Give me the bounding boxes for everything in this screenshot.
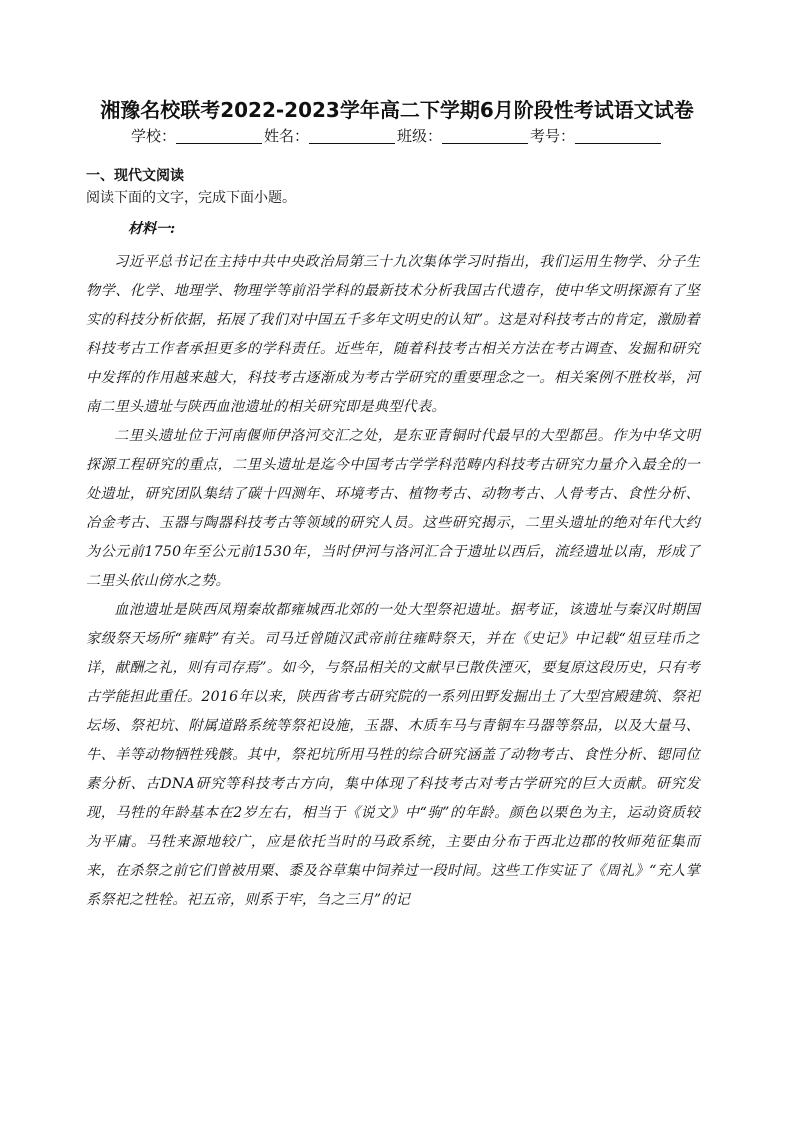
exam-title: 湘豫名校联考2022-2023学年高二下学期6月阶段性考试语文试卷 bbox=[100, 98, 694, 122]
reading-instruction: 阅读下面的文字，完成下面小题。 bbox=[86, 190, 296, 206]
class-blank bbox=[442, 127, 528, 144]
passage-paragraph: 二里头遗址位于河南偃师伊洛河交汇之处，是东亚青铜时代最早的大型都邑。作为中华文明探源工程研究的重点，二里头遗址是迄今中国考古学学科范畴内科技考古研究力量介入最全的一处遗址，研究团队集结了碳十四测年、环境考古、植物考古、动物考古、人骨考古、食性分析、冶金考古、玉器与陶器科技考古等领域的研究人员。这些研究揭示，二里头遗址的绝对年代大约为公元前1750年至公元前1530年，当时伊河与洛河汇合于遗址以西后，流经遗址以南，形成了二里头依山傍水之势。 bbox=[86, 428, 700, 589]
material-label: 材料一: bbox=[128, 221, 176, 237]
name-blank bbox=[309, 127, 395, 144]
passage-paragraph: 习近平总书记在主持中共中央政治局第三十九次集体学习时指出，我们运用生物学、分子生物学、化学、地理学、物理学等前沿学科的最新技术分析我国古代遗存，使中华文明探源有了坚实的科技分析依据，拓展了我们对中国五千多年文明史的认知”。这是对科技考古的肯定，激励着科技考古工作者承担更多的学科责任。近些年，随着科技考古相关方法在考古调查、发掘和研究中发挥的作用越来越大，科技考古逐渐成为考古学研究的重要理念之一。相关案例不胜枚举，河南二里头遗址与陕西血池遗址的相关研究即是典型代表。 bbox=[86, 254, 700, 415]
section-heading: 一、现代文阅读 bbox=[86, 168, 184, 184]
class-label: 班级： bbox=[397, 127, 443, 145]
reading-passage bbox=[86, 248, 700, 915]
passage-paragraph: 血池遗址是陕西凤翔秦故都雍城西北郊的一处大型祭祀遗址。据考证，该遗址与秦汉时期国家级祭天场所“雍畤”有关。司马迁曾随汉武帝前往雍畤祭天，并在《史记》中记载“俎豆珪币之详，献酬之礼，则有司存焉”。如今，与祭品相关的文献早已散佚湮灭，要复原这段历史，只有考古学能担此重任。2016年以来，陕西省考古研究院的一系列田野发掘出土了大型宫殿建筑、祭祀坛场、祭祀坑、附属道路系统等祭祀设施，玉器、木质车马与青铜车马器等祭品，以及大量马、牛、羊等动物牺牲残骸。其中，祭祀坑所用马牲的综合研究涵盖了动物考古、食性分析、锶同位素分析、古DNA研究等科技考古方向，集中体现了科技考古对考古学研究的巨大贡献。研究发现，马牲的年龄基本在2岁左右，相当于《说文》中“驹”的年龄。颜色以栗色为主，运动资质较为平庸。马牲来源地较广，应是依托当时的马政系统，主要由分布于西北边郡的牧师苑征集而来，在杀祭之前它们曾被用粟、黍及谷草集中饲养过一段时间。这些工作实证了《周礼》“充人掌系祭祀之牲牷。祀五帝，则系于牢，刍之三月”的记 bbox=[86, 602, 700, 908]
exam-number-blank bbox=[575, 127, 661, 144]
exam-number-label: 考号： bbox=[530, 127, 576, 145]
school-blank bbox=[176, 127, 262, 144]
name-label: 姓名： bbox=[263, 127, 309, 145]
school-label: 学校： bbox=[130, 127, 176, 145]
student-info-line bbox=[0, 124, 794, 148]
